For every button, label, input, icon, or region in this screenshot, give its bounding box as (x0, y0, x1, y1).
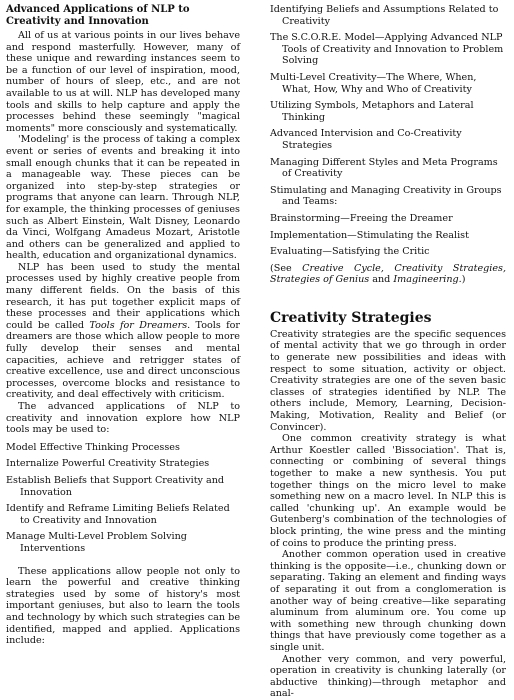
list-item: The S.C.O.R.E. Model—Applying Advanced NLP Tools of Creativity and Innovation to Problem Solving (270, 32, 504, 67)
list-item: Implementation—Stimulating the Realist (270, 229, 469, 241)
text-span: and (369, 274, 394, 286)
list-item: Evaluating—Satisfying the Critic (270, 246, 430, 258)
paragraph: All of us at various points in our lives behave and respond masterfully. However, many of these unique and rewarding instances seem to be a function of our level of inspiration, mood, number of hours of sleep, etc., and are not available to us at will. NLP has developed many tools and skills to help capture and apply the processes behind these seemingly "magical moments" more consciously and systematically. (6, 30, 240, 134)
left-column (6, 4, 240, 647)
section-heading-creativity-strategies: Creativity Strategies (270, 309, 432, 326)
text-span: . Tools for dreamers are those which allow people to more fully develop their senses and mental capacities, achieve and retrigger states of creative excellence, use and direct unconscious processes, overcome blocks and resistance to creativity, and deal effectively with criticism. (6, 319, 241, 401)
italic-reference: Imagineering (393, 274, 459, 286)
list-item: Multi-Level Creativity—The Where, When, What, How, Why and Who of Creativity (270, 71, 477, 95)
paragraph: Another common operation used in creative thinking is the opposite—i.e., chunking down or separating. Taking an element and finding ways of separating it out from a conglomeration is another way of being creative—like separating aluminum from aluminum ore. You come up with something new through chunking down things that have previously come together as a single unit. (270, 549, 506, 653)
list-item: Advanced Intervision and Co-Creativity Strategies (270, 128, 462, 151)
see-also-note (270, 263, 506, 286)
paragraph: These applications allow people not only to learn the powerful and creative thinking strategies used by some of history's most important geniuses, but also to learn the tools and technology by which such strategies can be identified, mapped and applied. Applications include: (6, 565, 240, 647)
paragraph: Creativity strategies are the specific sequences of mental activity that we go through in order to generate new possibilities and ideas with respect to some situation, activity or object. Creativity strategies are one of the seven basic classes of strategies identified by NLP. The others include, Memory, Learning, Decision-Making, Motivation, Reality and Belief (or Convincer). (270, 328, 506, 433)
paragraph: 'Modeling' is the process of taking a complex event or series of events and breaking it into small enough chunks that it can be repeated in a manageable way. These pieces can be organized into step-by-step strategies or programs that anyone can learn. Through NLP, for example, the thinking processes of geniuses such as Albert Einstein, Walt Disney, Leonardo da Vinci, Wolfgang Amadeus Mozart, Aristotle and others can be generalized and applied to health, education and organizational dynamics. (6, 134, 240, 262)
paragraph: Another very common, and very powerful, operation in creativity is chunking laterally (or abductive thinking)—through metaphor and anal- (270, 653, 506, 700)
list-item: Managing Different Styles and Meta Programs of Creativity (270, 156, 498, 180)
right-column (270, 4, 506, 700)
list-item: Stimulating and Managing Creativity in Groups and Teams: (270, 184, 502, 208)
text-span: (See (270, 262, 303, 274)
list-item: Manage Multi-Level Problem Solving Interventions (6, 531, 187, 554)
text-span: .) (458, 274, 466, 286)
list-item: Utilizing Symbols, Metaphors and Lateral Thinking (270, 100, 474, 123)
text-span: NLP has been used to study the mental processes used by highly creative people from many different fields. On the basis of this research, it has put together explicit maps of these processes and their applications which could be called (6, 261, 240, 331)
italic-reference: Creative Cycle, Creativity Strategies, Strategies of Genius (270, 262, 506, 286)
list-item: Identify and Reframe Limiting Beliefs Related to Creativity and Innovation (6, 503, 230, 526)
list-item: Identifying Beliefs and Assumptions Related to Creativity (270, 4, 499, 27)
bullet-list (6, 442, 240, 555)
italic-title: Tools for Dreamers (89, 319, 188, 331)
paragraph (6, 262, 240, 401)
list-item: Establish Beliefs that Support Creativity and Innovation (6, 474, 225, 498)
list-item: Brainstorming—Freeing the Dreamer (270, 212, 453, 224)
section-heading-nlp-creativity: Advanced Applications of NLP to Creativity and Innovation (6, 4, 190, 27)
paragraph: One common creativity strategy is what Arthur Koestler called 'Bissociation'. That is, connecting or combining of several things together to make a new synthesis. You put together things on the micro level to make something new on a macro level. In NLP this is called 'chunking up'. An example would be Gutenberg's combination of the technologies of block printing, the wine press and the minting of coins to produce the printing press. (270, 433, 506, 549)
paragraph: The advanced applications of NLP to creativity and innovation explore how NLP tools may be used to: (6, 401, 240, 436)
list-item: Model Effective Thinking Processes (6, 441, 180, 453)
list-item: Internalize Powerful Creativity Strategies (6, 458, 210, 470)
